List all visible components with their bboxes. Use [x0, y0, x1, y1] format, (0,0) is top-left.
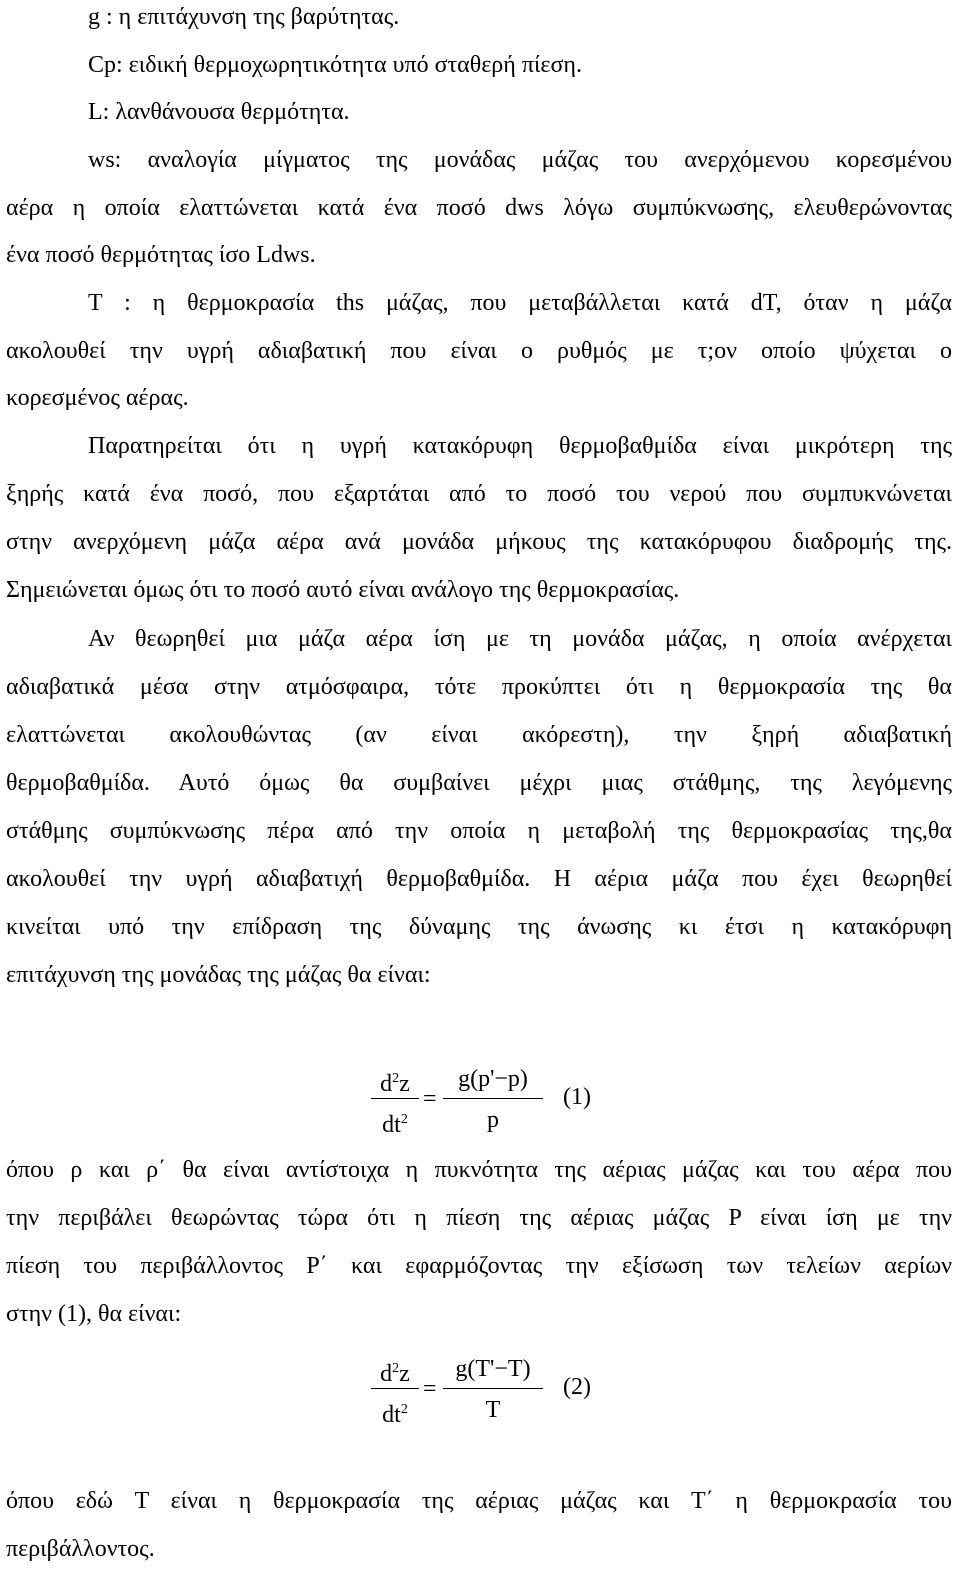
fraction-bar	[371, 1098, 419, 1099]
text-line: όπου εδώ T είναι η θερμοκρασία της αέριας μάζας και T΄ η θερμοκρασία του	[6, 1488, 952, 1514]
text-line: ένα ποσό θερμότητας ίσο Ldws.	[6, 242, 316, 268]
equation-2	[371, 1352, 631, 1432]
text-line: θερμοβαθμίδα. Αυτό όμως θα συμβαίνει μέχρι μιας στάθμης, της λεγόμενης	[6, 770, 952, 796]
text-line: ακολουθεί την υγρή αδιαβατιχή θερμοβαθμίδα. Η αέρια μάζα που έχει θεωρηθεί	[6, 866, 952, 892]
text-line: στάθμης συμπύκνωσης πέρα από την οποία η μεταβολή της θερμοκρασίας της,θα	[6, 818, 952, 844]
text-line: την περιβάλει θεωρώντας τώρα ότι η πίεση της αέριας μάζας P είναι ίση με την	[6, 1205, 952, 1231]
fraction-bar	[443, 1098, 543, 1099]
text-line: κορεσμένος αέρας.	[6, 385, 189, 411]
equation-rhs-fraction: g(p'−p) p	[443, 1062, 543, 1137]
text-line: L: λανθάνουσα θερμότητα.	[88, 99, 350, 125]
text-line: περιβάλλοντος.	[6, 1536, 155, 1562]
text-line: T : η θερμοκρασία ths μάζας, που μεταβάλλεται κατά dT, όταν η μάζα	[88, 290, 952, 316]
text-line: ξηρής κατά ένα ποσό, που εξαρτάται από το ποσό του νερού που συμπυκνώνεται	[6, 481, 952, 507]
equation-1	[371, 1062, 631, 1142]
equation-number: (1)	[563, 1084, 591, 1110]
equation-rhs-fraction: g(T'−T) T	[443, 1352, 543, 1427]
text-line: στην (1), θα είναι:	[6, 1301, 182, 1327]
equation-lhs-fraction: $d^2z$ $dt^2$	[371, 1062, 419, 1137]
text-line: αδιαβατικά μέσα στην ατμόσφαιρα, τότε προκύπτει ότι η θερμοκρασία της θα	[6, 674, 952, 700]
equals-sign: =	[423, 1376, 437, 1402]
equals-sign: =	[423, 1086, 437, 1112]
text-line: όπου ρ και ρ΄ θα είναι αντίστοιχα η πυκνότητα της αέριας μάζας και του αέρα που	[6, 1157, 952, 1183]
text-line: επιτάχυνση της μονάδας της μάζας θα είναι:	[6, 962, 431, 988]
text-line: κινείται υπό την επίδραση της δύναμης της άνωσης κι έτσι η κατακόρυφη	[6, 914, 952, 940]
text-line: ακολουθεί την υγρή αδιαβατική που είναι ο ρυθμός με τ;ον οποίο ψύχεται ο	[6, 338, 952, 364]
text-line: αέρα η οποία ελαττώνεται κατά ένα ποσό dws λόγω συμπύκνωσης, ελευθερώνοντας	[6, 195, 952, 221]
text-line: Παρατηρείται ότι η υγρή κατακόρυφη θερμοβαθμίδα είναι μικρότερη της	[88, 433, 952, 459]
text-line: Σημειώνεται όμως ότι το ποσό αυτό είναι ανάλογο της θερμοκρασίας.	[6, 577, 680, 603]
text-line: ελαττώνεται ακολουθώντας (αν είναι ακόρεστη), την ξηρή αδιαβατική	[6, 722, 952, 748]
equation-number: (2)	[563, 1374, 591, 1400]
text-line: g : η επιτάχυνση της βαρύτητας.	[88, 4, 400, 30]
text-line: στην ανερχόμενη μάζα αέρα ανά μονάδα μήκους της κατακόρυφου διαδρομής της.	[6, 529, 952, 555]
equation-lhs-fraction: $d^2z$ $dt^2$	[371, 1352, 419, 1427]
text-line: πίεση του περιβάλλοντος P΄ και εφαρμόζοντας την εξίσωση των τελείων αερίων	[6, 1253, 952, 1279]
text-line: Cp: ειδική θερμοχωρητικότητα υπό σταθερή πίεση.	[88, 52, 582, 78]
fraction-bar	[371, 1388, 419, 1389]
text-line: Αν θεωρηθεί μια μάζα αέρα ίση με τη μονάδα μάζας, η οποία ανέρχεται	[88, 626, 952, 652]
text-line: ws: αναλογία μίγματος της μονάδας μάζας του ανερχόμενου κορεσμένου	[88, 147, 952, 173]
fraction-bar	[443, 1388, 543, 1389]
